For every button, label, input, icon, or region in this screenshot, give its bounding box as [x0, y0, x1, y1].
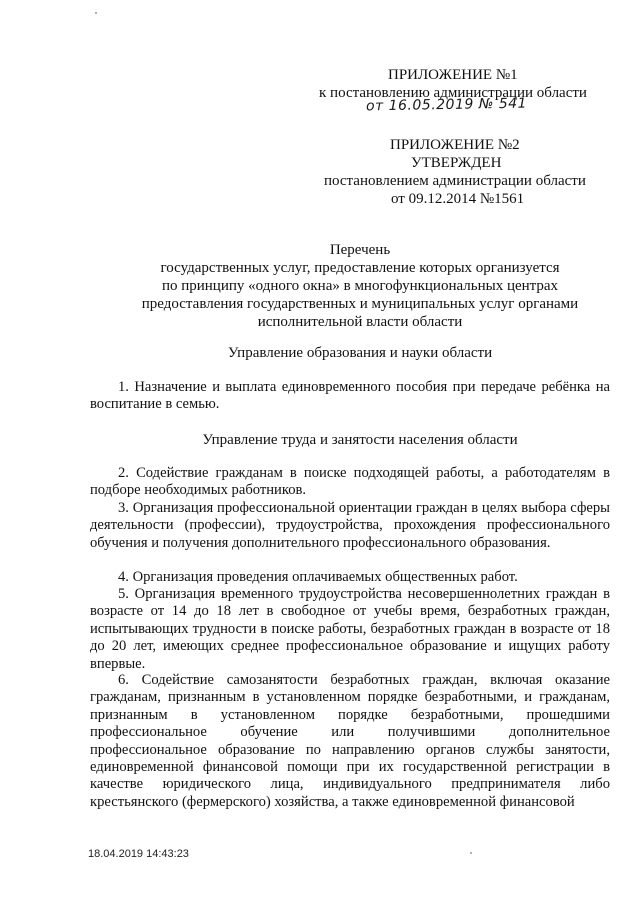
- handwritten-signature-date: от 16.05.2019 № 541: [365, 95, 528, 115]
- title-line-3: по принципу «одного окна» в многофункциональных центрах: [161, 278, 559, 294]
- list-item: 6. Содействие самозанятости безработных граждан, включая оказание гражданам, признанным в установленном порядке безработными, и гражданам, признанным в установленном порядке безработными, прошедшими профессиональное обучение или получившими дополнительное профессиональное образование по направлению органов службы занятости, единовременной финансовой помощи при их государственной регистрации в качестве юридического лица, индивидуального предпринимателя либо крестьянского (фермерского) хозяйства, а также единовременной финансовой: [90, 672, 610, 810]
- title-line-4: предоставления государственных и муниципальных услуг органами: [141, 296, 579, 312]
- title-line-1: Перечень: [329, 242, 391, 258]
- list-item: 5. Организация временного трудоустройства несовершеннолетних граждан в возрасте от 14 до 18 лет в свободное от учебы время, безработных граждан, испытывающих трудности в поиске работы, безработных граждан в возрасте от 18 до 20 лет, имеющих среднее профессиональное образование и ищущих работу впервые.: [90, 586, 610, 672]
- scan-dot: [470, 852, 472, 854]
- appendix-2-subtitle: постановлением администрации области: [324, 173, 586, 189]
- list-item: 1. Назначение и выплата единовременного пособия при передаче ребёнка на воспитание в семью.: [90, 379, 610, 413]
- appendix-1-title: ПРИЛОЖЕНИЕ №1: [388, 67, 518, 83]
- list-item: 2. Содействие гражданам в поиске подходящей работы, а работодателям в подборе необходимых работников.: [90, 465, 610, 499]
- section-heading-labor: Управление труда и занятости населения области: [202, 432, 518, 448]
- appendix-2-title: ПРИЛОЖЕНИЕ №2: [390, 137, 520, 153]
- section-heading-education: Управление образования и науки области: [227, 345, 493, 361]
- list-item: 3. Организация профессиональной ориентации граждан в целях выбора сферы деятельности (профессии), трудоустройства, прохождения профессионального обучения и получения дополнительного профессионального образования.: [90, 500, 610, 551]
- scan-dot: [95, 12, 97, 14]
- appendix-2-date: от 09.12.2014 №1561: [391, 191, 525, 207]
- print-timestamp: 18.04.2019 14:43:23: [88, 848, 189, 860]
- title-line-5: исполнительной власти области: [257, 314, 463, 330]
- list-item: 4. Организация проведения оплачиваемых общественных работ.: [118, 569, 518, 585]
- appendix-1-subtitle: к постановлению администрации области: [319, 85, 587, 101]
- appendix-2-approved: УТВЕРЖДЕН: [411, 155, 502, 171]
- title-line-2: государственных услуг, предоставление которых организуется: [160, 260, 560, 276]
